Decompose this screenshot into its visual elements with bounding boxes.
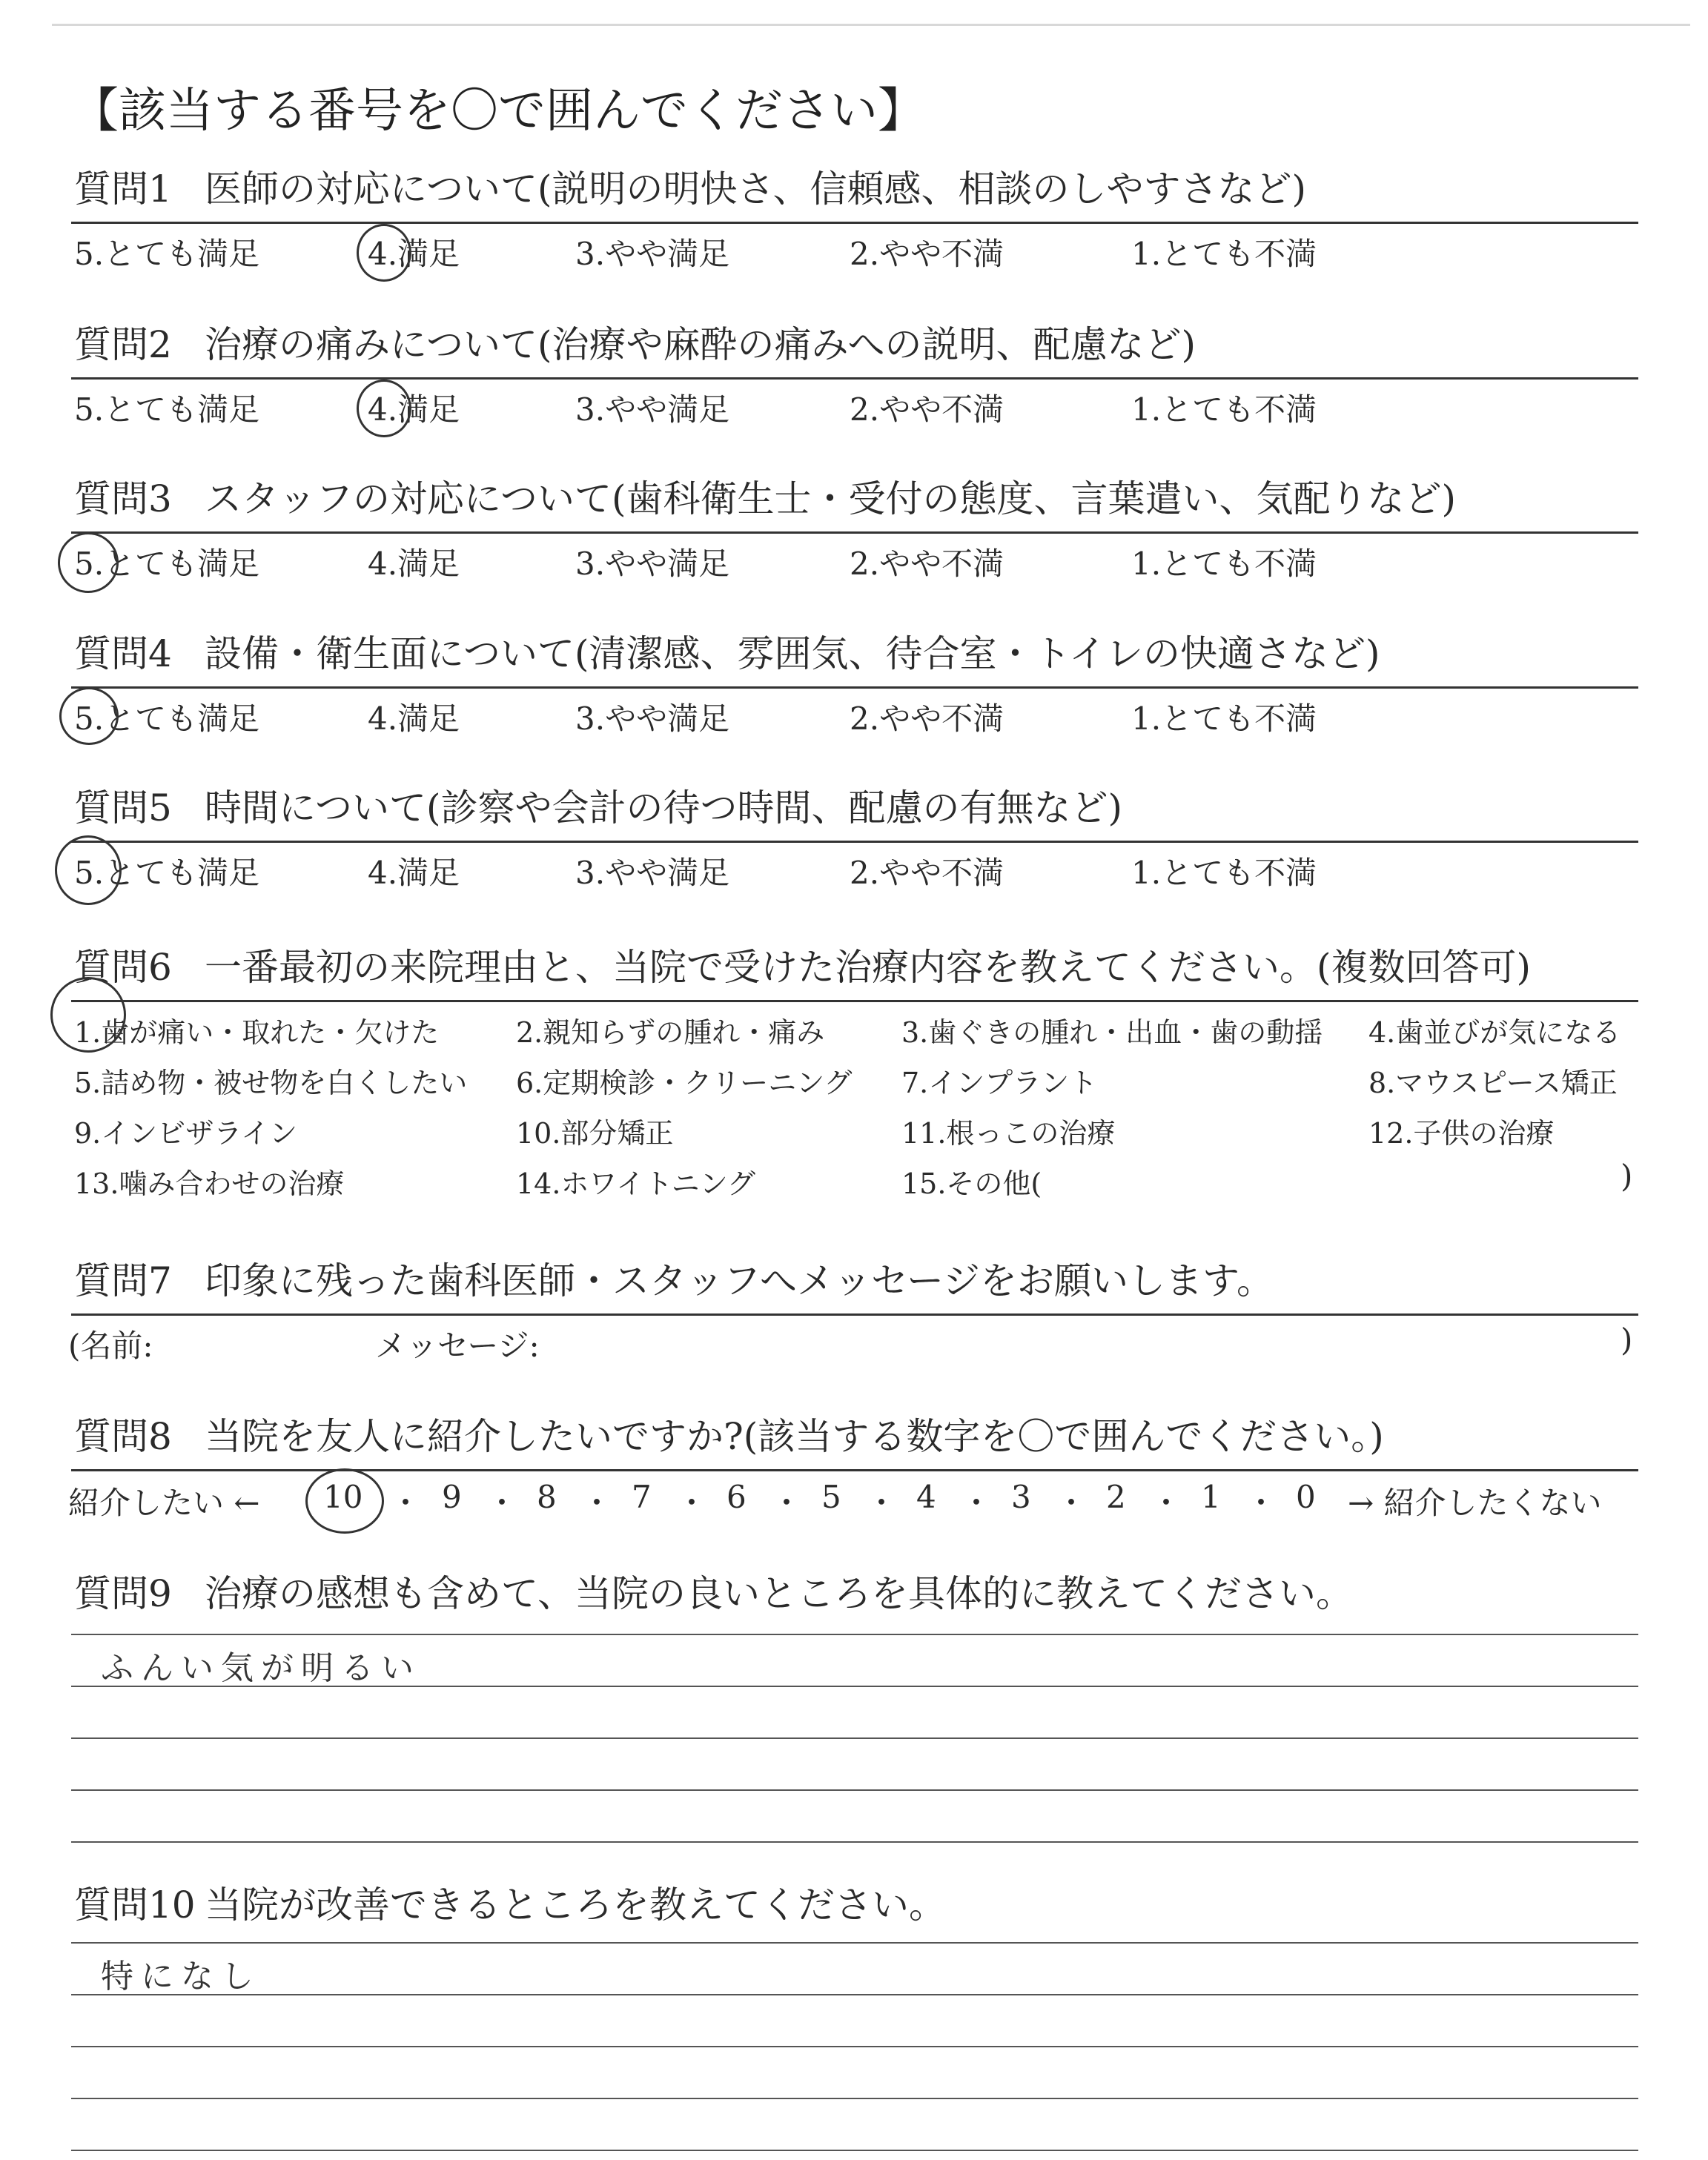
option-2[interactable]: 2.やや不満 xyxy=(850,391,1004,428)
selection-circle xyxy=(357,224,411,282)
treatment-option-10[interactable]: 10.部分矯正 xyxy=(516,1117,674,1150)
scale-7[interactable]: 7 xyxy=(632,1479,652,1515)
other-close-paren: ) xyxy=(1621,1158,1633,1194)
treatment-option-3[interactable]: 3.歯ぐきの腫れ・出血・歯の動揺 xyxy=(901,1016,1323,1049)
selection-circle xyxy=(58,532,119,593)
question-text: スタッフの対応について(歯科衛生士・受付の態度、言葉遣い、気配りなど) xyxy=(205,477,1457,520)
answer-line xyxy=(71,2098,1638,2099)
selection-circle xyxy=(59,687,119,745)
question-text: 治療の痛みについて(治療や麻酔の痛みへの説明、配慮など) xyxy=(205,323,1196,366)
option-2[interactable]: 2.やや不満 xyxy=(850,855,1004,891)
selection-circle xyxy=(357,380,411,437)
scale-6[interactable]: 6 xyxy=(726,1479,747,1515)
option-4[interactable]: 4.満足 xyxy=(368,391,460,428)
page-title: 【該当する番号を〇で囲んでください】 xyxy=(71,84,925,139)
scale-0[interactable]: 0 xyxy=(1296,1479,1316,1515)
scale-left-label: 紹介したい ← xyxy=(68,1485,260,1521)
question-label: 質問3 xyxy=(74,477,172,520)
answer-line xyxy=(71,1942,1638,1944)
treatment-option-11[interactable]: 11.根っこの治療 xyxy=(901,1117,1116,1150)
option-3[interactable]: 3.やや満足 xyxy=(575,855,730,891)
scale-4[interactable]: 4 xyxy=(916,1479,936,1515)
scale-10[interactable]: 10 xyxy=(323,1479,363,1515)
scale-dot: ・ xyxy=(1245,1485,1277,1521)
question-label: 質問4 xyxy=(74,632,172,675)
question-text: 印象に残った歯科医師・スタッフへメッセージをお願いします。 xyxy=(205,1259,1274,1302)
option-4[interactable]: 4.満足 xyxy=(368,546,460,582)
scale-5[interactable]: 5 xyxy=(821,1479,841,1515)
scale-dot: ・ xyxy=(1151,1485,1182,1521)
scale-dot: ・ xyxy=(581,1485,613,1521)
question-8 xyxy=(68,1407,1638,1531)
question-10 xyxy=(71,1875,1638,2160)
option-1[interactable]: 1.とても不満 xyxy=(1131,855,1317,891)
option-2[interactable]: 2.やや不満 xyxy=(850,236,1004,272)
question-label: 質問9 xyxy=(74,1572,172,1615)
answer-line xyxy=(71,1789,1638,1791)
question-text: 医師の対応について(説明の明快さ、信頼感、相談のしやすさなど) xyxy=(205,168,1307,211)
question-text: 一番最初の来院理由と、当院で受けた治療内容を教えてください。(複数回答可) xyxy=(205,946,1532,989)
option-5[interactable]: 5.とても満足 xyxy=(74,236,260,272)
question-text: 治療の感想も含めて、当院の良いところを具体的に教えてください。 xyxy=(205,1572,1353,1615)
scale-dot: ・ xyxy=(866,1485,898,1521)
scale-dot: ・ xyxy=(1056,1485,1088,1521)
treatment-option-5[interactable]: 5.詰め物・被せ物を白くしたい xyxy=(74,1067,468,1099)
question-text: 時間について(診察や会計の待つ時間、配慮の有無など) xyxy=(205,786,1123,829)
scan-edge-line xyxy=(52,24,1690,26)
option-2[interactable]: 2.やや不満 xyxy=(850,700,1004,737)
scale-2[interactable]: 2 xyxy=(1106,1479,1126,1515)
question-label: 質問6 xyxy=(74,946,172,989)
option-4[interactable]: 4.満足 xyxy=(368,855,460,891)
question-label: 質問2 xyxy=(74,323,172,366)
option-5[interactable]: 5.とても満足 xyxy=(74,700,260,737)
option-1[interactable]: 1.とても不満 xyxy=(1131,236,1317,272)
answer-line xyxy=(71,1994,1638,1995)
message-close-paren: ) xyxy=(1621,1322,1633,1358)
option-3[interactable]: 3.やや満足 xyxy=(575,546,730,582)
message-label: メッセージ: xyxy=(375,1328,540,1364)
treatment-option-6[interactable]: 6.定期検診・クリーニング xyxy=(516,1067,853,1099)
answer-line xyxy=(71,1737,1638,1739)
question-label: 質問10 xyxy=(74,1884,196,1927)
scale-dot: ・ xyxy=(390,1485,422,1521)
option-4[interactable]: 4.満足 xyxy=(368,700,460,737)
answer-line xyxy=(71,1634,1638,1635)
option-5[interactable]: 5.とても満足 xyxy=(74,855,260,891)
answer-line xyxy=(71,1841,1638,1843)
question-5 xyxy=(71,778,1638,902)
treatment-option-4[interactable]: 4.歯並びが気になる xyxy=(1368,1016,1621,1049)
option-5[interactable]: 5.とても満足 xyxy=(74,391,260,428)
question-9 xyxy=(71,1564,1638,1923)
handwritten-answer: ふんい気が明るい xyxy=(101,1649,421,1687)
selection-circle xyxy=(50,977,126,1053)
scale-dot: ・ xyxy=(676,1485,708,1521)
question-label: 質問5 xyxy=(74,786,172,829)
selection-circle xyxy=(305,1468,384,1534)
question-2 xyxy=(71,315,1638,439)
treatment-option-9[interactable]: 9.インビザライン xyxy=(74,1117,298,1150)
treatment-option-7[interactable]: 7.インプラント xyxy=(901,1067,1098,1099)
option-2[interactable]: 2.やや不満 xyxy=(850,546,1004,582)
treatment-option-2[interactable]: 2.親知らずの腫れ・痛み xyxy=(516,1016,825,1049)
treatment-option-15[interactable]: 15.その他( xyxy=(901,1167,1042,1200)
option-3[interactable]: 3.やや満足 xyxy=(575,391,730,428)
question-3 xyxy=(71,469,1638,593)
question-text: 当院を友人に紹介したいですか?(該当する数字を〇で囲んでください。) xyxy=(205,1415,1384,1458)
treatment-option-12[interactable]: 12.子供の治療 xyxy=(1368,1117,1555,1150)
name-label: (名前: xyxy=(68,1328,153,1364)
scale-dot: ・ xyxy=(961,1485,993,1521)
question-1 xyxy=(71,159,1638,283)
treatment-option-8[interactable]: 8.マウスピース矯正 xyxy=(1368,1067,1618,1099)
answer-line xyxy=(71,2150,1638,2151)
option-1[interactable]: 1.とても不満 xyxy=(1131,700,1317,737)
scale-8[interactable]: 8 xyxy=(537,1479,557,1515)
question-7 xyxy=(68,1251,1638,1364)
answer-line xyxy=(71,2046,1638,2047)
option-3[interactable]: 3.やや満足 xyxy=(575,236,730,272)
question-label: 質問1 xyxy=(74,168,172,211)
scale-9[interactable]: 9 xyxy=(442,1479,462,1515)
scale-right-label: → 紹介したくない xyxy=(1348,1485,1602,1521)
treatment-option-13[interactable]: 13.噛み合わせの治療 xyxy=(74,1167,345,1200)
handwritten-answer: 特になし xyxy=(101,1958,261,1995)
question-text: 当院が改善できるところを教えてください。 xyxy=(205,1884,946,1927)
question-6 xyxy=(71,938,1638,1217)
option-4[interactable]: 4.満足 xyxy=(368,236,460,272)
option-1[interactable]: 1.とても不満 xyxy=(1131,391,1317,428)
question-label: 質問7 xyxy=(74,1259,172,1302)
scale-dot: ・ xyxy=(486,1485,518,1521)
recommend-scale xyxy=(68,1471,1638,1531)
scale-3[interactable]: 3 xyxy=(1011,1479,1031,1515)
treatment-option-1[interactable]: 1.歯が痛い・取れた・欠けた xyxy=(74,1016,440,1049)
treatment-option-14[interactable]: 14.ホワイトニング xyxy=(516,1167,756,1200)
option-5[interactable]: 5.とても満足 xyxy=(74,546,260,582)
option-3[interactable]: 3.やや満足 xyxy=(575,700,730,737)
question-label: 質問8 xyxy=(74,1415,172,1458)
scale-dot: ・ xyxy=(771,1485,803,1521)
question-text: 設備・衛生面について(清潔感、雰囲気、待合室・トイレの快適さなど) xyxy=(205,632,1380,675)
question-4 xyxy=(71,624,1638,748)
option-1[interactable]: 1.とても不満 xyxy=(1131,546,1317,582)
scale-1[interactable]: 1 xyxy=(1201,1479,1221,1515)
selection-circle xyxy=(55,835,122,905)
